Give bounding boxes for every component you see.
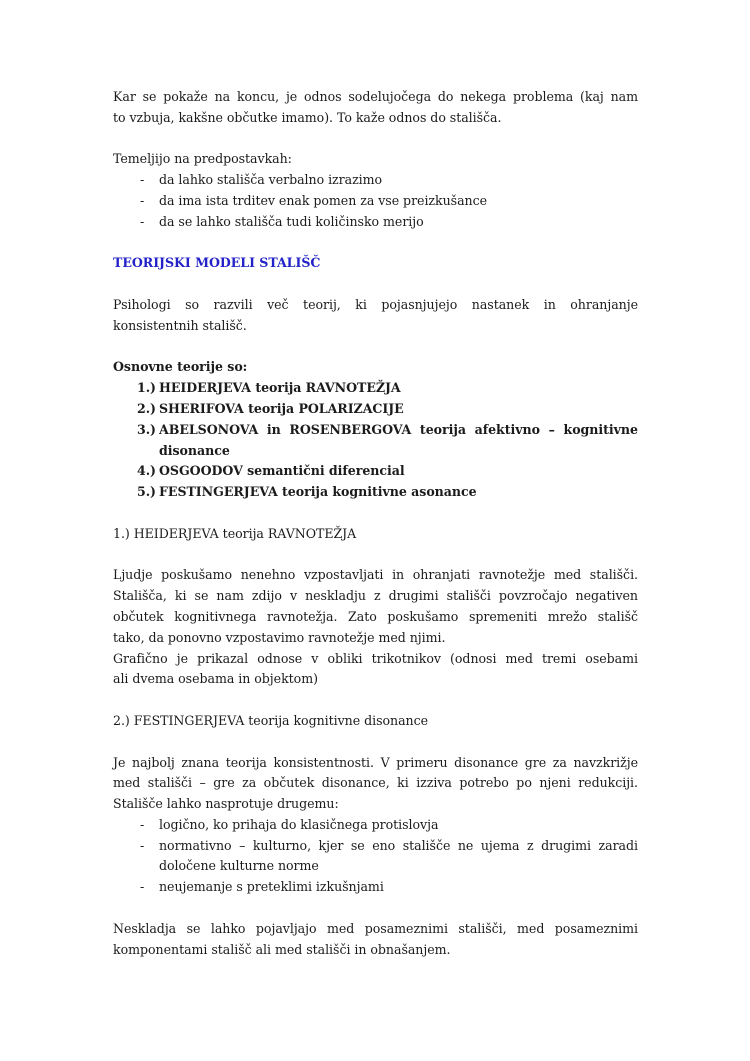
list-item-text: logično, ko prihaja do klasičnega protislovja	[159, 816, 439, 832]
list-item-text: FESTINGERJEVA teorija kognitivne asonance	[159, 484, 477, 500]
list-item-text: ABELSONOVA in ROSENBERGOVA teorija afektivno – kognitivne	[159, 421, 638, 437]
list-item-text: da ima ista trditev enak pomen za vse preizkušance	[159, 192, 487, 208]
text-line: to vzbuja, kakšne občutke imamo). To kaže odnos do stališča.	[113, 109, 502, 125]
numbered-list-marker: 3.)	[137, 421, 156, 437]
text-line	[113, 836, 638, 857]
text-line	[113, 399, 638, 420]
text-line: Kar se pokaže na koncu, je odnos sodelujočega do nekega problema (kaj nam	[113, 89, 638, 104]
text-line: Ljudje poskušamo nenehno vzpostavljati in ohranjati ravnotežje med stališči.	[113, 567, 638, 583]
text-line: Osnovne teorije so:	[113, 359, 248, 375]
text-line	[113, 815, 638, 836]
text-line	[113, 170, 638, 191]
text-line	[113, 378, 638, 399]
list-item-text: normativno – kulturno, kjer se eno stališče ne ujema z drugimi zaradi	[159, 837, 638, 853]
document-body	[113, 87, 638, 960]
text-line	[113, 420, 638, 441]
text-line	[113, 482, 638, 503]
text-line: Grafično je prikazal odnose v obliki trikotnikov (odnosi med tremi osebami	[113, 650, 638, 666]
text-line	[113, 212, 638, 233]
numbered-list-marker: 4.)	[137, 463, 156, 479]
dash-bullet-marker: -	[140, 879, 145, 895]
text-line: komponentami stališč ali med stališči in obnašanjem.	[113, 941, 451, 957]
text-line: Neskladja se lahko pojavljajo med posameznimi stališči, med posameznimi	[113, 920, 638, 936]
list-item-text: da se lahko stališča tudi količinsko merijo	[159, 213, 424, 229]
list-item-text: HEIDERJEVA teorija RAVNOTEŽJA	[159, 380, 401, 396]
text-line	[113, 877, 638, 898]
dash-bullet-marker: -	[140, 837, 145, 853]
dash-bullet-marker: -	[140, 213, 145, 229]
text-line: Stališča, ki se nam zdijo v neskladju z drugimi stališči povzročajo negativen	[113, 588, 638, 604]
text-line: Je najbolj znana teorija konsistentnosti. V primeru disonance gre za navzkrižje	[113, 754, 638, 770]
text-line	[113, 461, 638, 482]
text-line: Stališče lahko nasprotuje drugemu:	[113, 796, 339, 812]
text-line: Psihologi so razvili več teorij, ki pojasnjujejo nastanek in ohranjanje	[113, 296, 638, 312]
text-line: disonance	[159, 442, 230, 458]
numbered-list-marker: 5.)	[137, 484, 156, 500]
text-line: konsistentnih stališč.	[113, 317, 247, 333]
dash-bullet-marker: -	[140, 172, 145, 188]
text-line: ali dvema osebama in objektom)	[113, 671, 318, 687]
list-item-text: OSGOODOV semantični diferencial	[159, 463, 405, 479]
list-item-text: da lahko stališča verbalno izrazimo	[159, 172, 383, 188]
text-line: med stališči – gre za občutek disonance, ki izziva potrebo po njeni redukciji.	[113, 775, 638, 791]
list-item-text: neujemanje s preteklimi izkušnjami	[159, 879, 384, 895]
text-line	[113, 191, 638, 212]
numbered-list-marker: 2.)	[137, 400, 156, 416]
text-line: 2.) FESTINGERJEVA teorija kognitivne disonance	[113, 712, 429, 728]
numbered-list-marker: 1.)	[137, 380, 156, 396]
text-line: tako, da ponovno vzpostavimo ravnotežje med njimi.	[113, 629, 446, 645]
dash-bullet-marker: -	[140, 816, 145, 832]
text-line: določene kulturne norme	[159, 858, 319, 874]
dash-bullet-marker: -	[140, 192, 145, 208]
text-line: 1.) HEIDERJEVA teorija RAVNOTEŽJA	[113, 525, 357, 541]
text-line: občutek kognitivnega ravnotežja. Zato poskušamo spremeniti mrežo stališč	[113, 608, 638, 624]
text-line: Temeljijo na predpostavkah:	[113, 151, 292, 167]
section-heading: TEORIJSKI MODELI STALIŠČ	[113, 255, 321, 271]
list-item-text: SHERIFOVA teorija POLARIZACIJE	[159, 400, 404, 416]
